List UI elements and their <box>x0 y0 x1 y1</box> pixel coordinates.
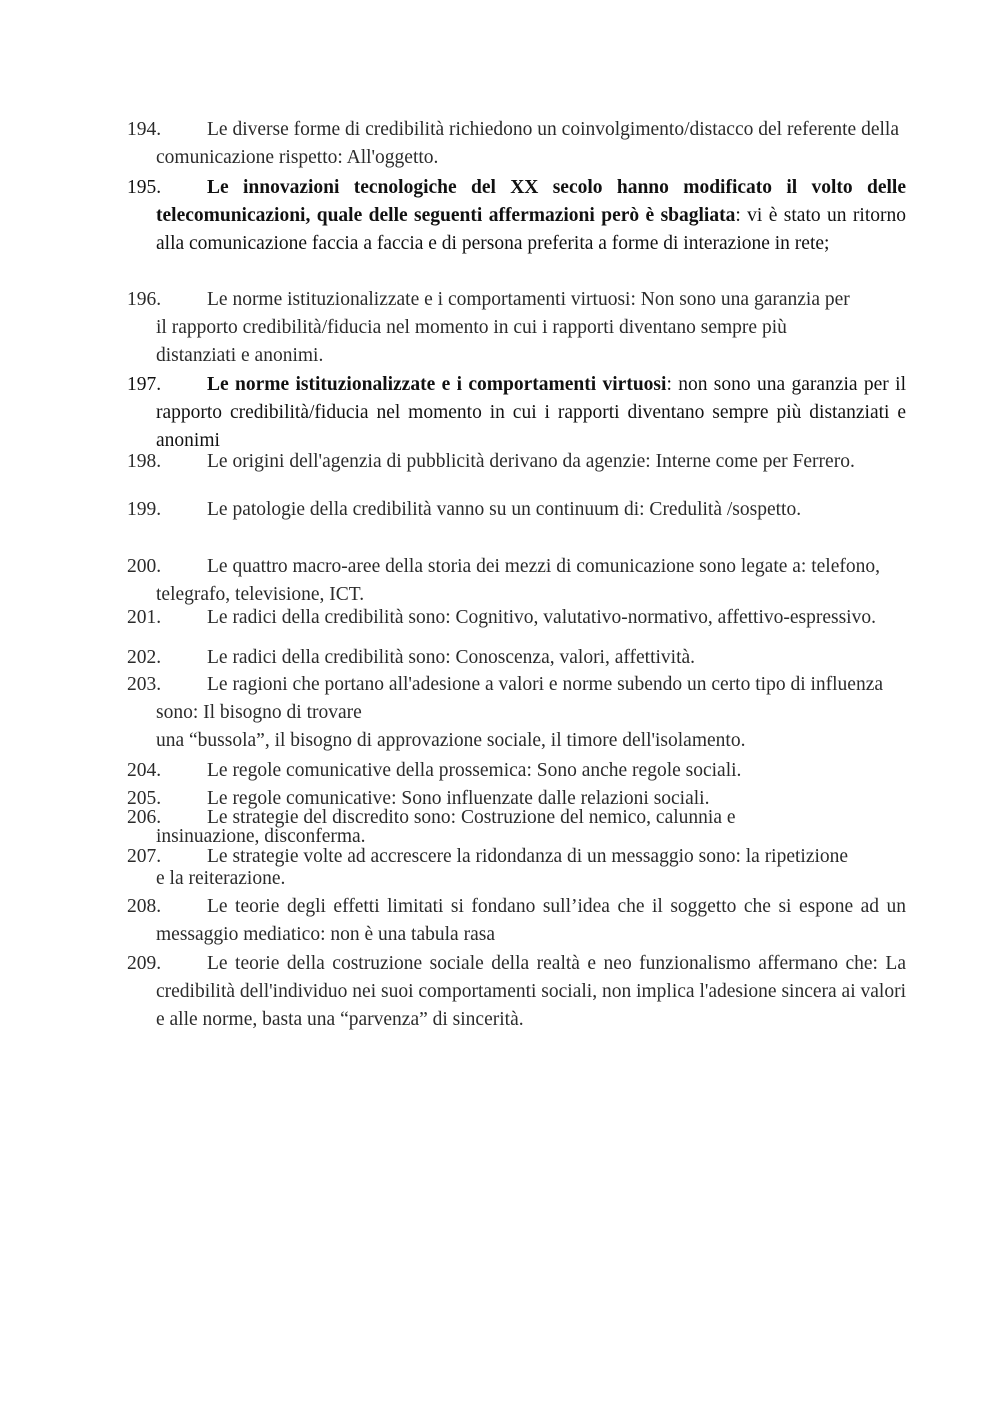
item-answer: : vi è stato un ritorno alla comunicazione faccia a faccia e di persona preferita a forme di interazione in rete; <box>156 205 907 254</box>
item-number: 201. <box>127 607 162 628</box>
list-item <box>127 371 906 455</box>
list-item <box>127 950 906 1034</box>
list-item <box>127 757 906 785</box>
item-number: 199. <box>127 499 162 520</box>
list-item <box>127 553 906 609</box>
list-item <box>127 808 906 846</box>
item-text-continued: una “bussola”, il bisogno di approvazione sociale, il timore dell'isolamento. <box>156 730 746 751</box>
item-question: Le innovazioni tecnologiche del XX secolo hanno modificato il volto delle telecomunicazioni, quale delle seguenti affermazioni però è sbagliata <box>156 177 906 226</box>
list-item <box>127 496 906 524</box>
item-text: Le radici della credibilità sono: Conoscenza, valori, affettività. <box>207 647 696 668</box>
list-item <box>127 846 906 890</box>
item-number: 206. <box>127 807 162 828</box>
item-number: 209. <box>127 953 162 974</box>
item-text: Le origini dell'agenzia di pubblicità derivano da agenzie: Interne come per Ferrero. <box>207 451 855 472</box>
item-text: Le ragioni che portano all'adesione a valori e norme subendo un certo tipo di influenza sono: Il bisogno di trovare <box>156 674 884 723</box>
item-text: Le diverse forme di credibilità richiedono un coinvolgimento/distacco del referente della comunicazione rispetto: All'oggetto. <box>156 119 899 168</box>
item-number: 203. <box>127 674 162 695</box>
item-text: Le strategie volte ad accrescere la ridondanza di un messaggio sono: la ripetizione e la reiterazione. <box>156 846 849 889</box>
item-number: 200. <box>127 556 162 577</box>
item-text: Le strategie del discredito sono: Costruzione del nemico, calunnia e insinuazione, disconferma. <box>156 807 736 847</box>
item-number: 208. <box>127 896 162 917</box>
item-text: Le radici della credibilità sono: Cognitivo, valutativo-normativo, affettivo-espressivo. <box>207 607 876 628</box>
item-number: 204. <box>127 760 162 781</box>
item-answer: : non sono una garanzia per il rapporto credibilità/fiducia nel momento in cui i rapporti diventano sempre più distanziati e anonimi <box>156 374 906 451</box>
item-text: Le patologie della credibilità vanno su un continuum di: Credulità /sospetto. <box>207 499 802 520</box>
list-item <box>127 451 906 473</box>
item-text: Le norme istituzionalizzate e i comportamenti virtuosi: Non sono una garanzia per il rapporto credibilità/fiducia nel momento in cui i rapporti diventano sempre più distanziati e anonimi. <box>156 289 850 366</box>
item-text: Le teorie degli effetti limitati si fondano sull’idea che il soggetto che si espone ad un messaggio mediatico: non è una tabula rasa <box>156 896 906 945</box>
item-text: Le regole comunicative della prossemica: Sono anche regole sociali. <box>207 760 742 781</box>
item-question: Le norme istituzionalizzate e i comportamenti virtuosi <box>207 374 667 395</box>
item-number: 196. <box>127 289 162 310</box>
item-number: 194. <box>127 119 162 140</box>
list-item <box>127 608 906 627</box>
list-item <box>127 286 906 370</box>
item-text: Le regole comunicative: Sono influenzate dalle relazioni sociali. <box>207 788 710 809</box>
item-number: 197. <box>127 374 162 395</box>
item-text: Le quattro macro-aree della storia dei mezzi di comunicazione sono legate a: telefono, telegrafo, televisione, ICT. <box>156 556 880 605</box>
list-item <box>127 644 906 672</box>
list-item <box>127 671 906 755</box>
list-item <box>127 174 906 258</box>
item-text: Le teorie della costruzione sociale della realtà e neo funzionalismo affermano che: La credibilità dell'individuo nei suoi comportamenti sociali, non implica l'adesione sincera ai valori e alle norme, basta una “parvenza” di sincerità. <box>156 953 906 1030</box>
item-number: 202. <box>127 647 162 668</box>
item-number: 207. <box>127 846 162 867</box>
list-item <box>127 893 906 949</box>
item-number: 198. <box>127 451 162 472</box>
item-number: 195. <box>127 177 162 198</box>
item-number: 205. <box>127 788 162 809</box>
list-item <box>127 116 906 172</box>
